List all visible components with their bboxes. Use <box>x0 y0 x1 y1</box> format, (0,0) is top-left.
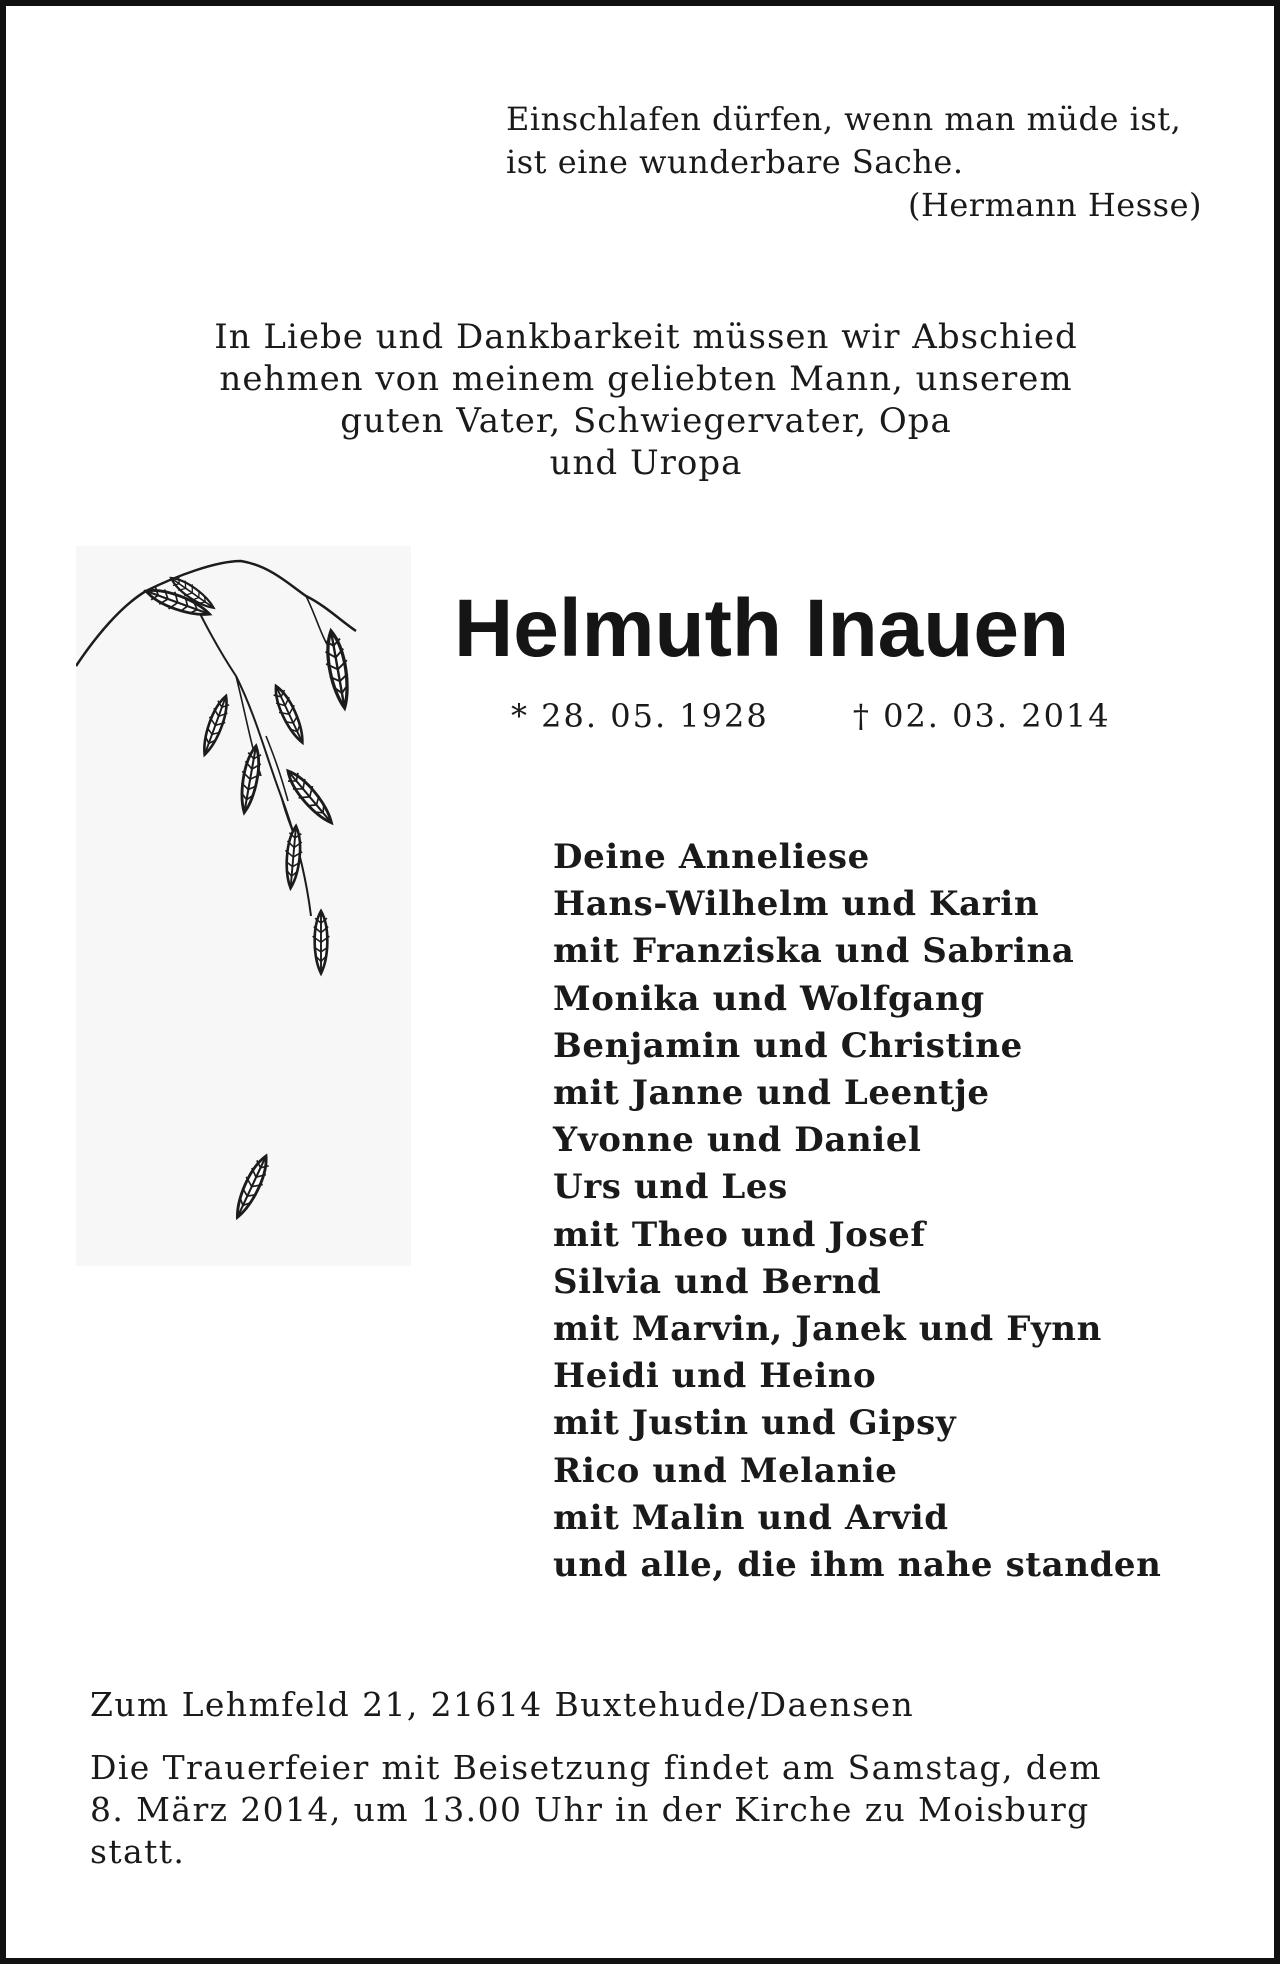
mourner-line: Silvia und Bernd <box>553 1261 882 1302</box>
intro-line: nehmen von meinem geliebten Mann, unserem <box>219 359 1073 399</box>
mourner-line: Benjamin und Christine <box>553 1025 1023 1066</box>
mourner-line: Hans-Wilhelm und Karin <box>553 884 1040 925</box>
intro-line: und Uropa <box>549 443 743 483</box>
quote-author: (Hermann Hesse) <box>907 186 1202 224</box>
birth-date: * 28. 05. 1928 <box>511 697 769 735</box>
death-date: † 02. 03. 2014 <box>852 697 1111 735</box>
birch-branch-illustration <box>76 546 411 1266</box>
quote-line: ist eine wunderbare Sache. <box>506 143 964 181</box>
mourner-line: Rico und Melanie <box>553 1450 898 1491</box>
intro-line: guten Vater, Schwiegervater, Opa <box>340 401 952 441</box>
mourner-line: Heidi und Heino <box>553 1356 877 1397</box>
mourner-line: mit Janne und Leentje <box>553 1073 990 1114</box>
mourner-line: Yvonne und Daniel <box>553 1120 922 1161</box>
mourner-line: mit Theo und Josef <box>553 1214 926 1255</box>
mourner-line: mit Marvin, Janek und Fynn <box>553 1309 1102 1350</box>
intro-line: In Liebe und Dankbarkeit müssen wir Abschied <box>214 317 1078 357</box>
mourner-line: mit Malin und Arvid <box>553 1497 949 1538</box>
mourner-line: Deine Anneliese <box>553 837 870 877</box>
mourners-list <box>553 834 1253 1589</box>
mourner-line: mit Franziska und Sabrina <box>553 931 1075 972</box>
funeral-line: Die Trauerfeier mit Beisetzung findet am Samstag, dem <box>90 1748 1102 1787</box>
mourner-line: Monika und Wolfgang <box>553 978 985 1019</box>
intro-text <box>126 316 1166 484</box>
funeral-line: 8. März 2014, um 13.00 Uhr in der Kirche zu Moisburg <box>90 1790 1090 1829</box>
funeral-notice <box>90 1747 1210 1873</box>
funeral-line: statt. <box>90 1832 186 1871</box>
life-dates <box>511 696 1211 736</box>
quote-line: Einschlafen dürfen, wenn man müde ist, <box>506 100 1182 138</box>
epigraph-quote <box>506 98 1206 227</box>
family-address: Zum Lehmfeld 21, 21614 Buxtehude/Daensen <box>90 1685 915 1724</box>
deceased-name: Helmuth Inauen <box>454 583 1070 674</box>
mourner-line: Urs und Les <box>553 1167 788 1208</box>
mourner-line: und alle, die ihm nahe standen <box>553 1545 1162 1586</box>
mourner-line: mit Justin und Gipsy <box>553 1403 957 1444</box>
